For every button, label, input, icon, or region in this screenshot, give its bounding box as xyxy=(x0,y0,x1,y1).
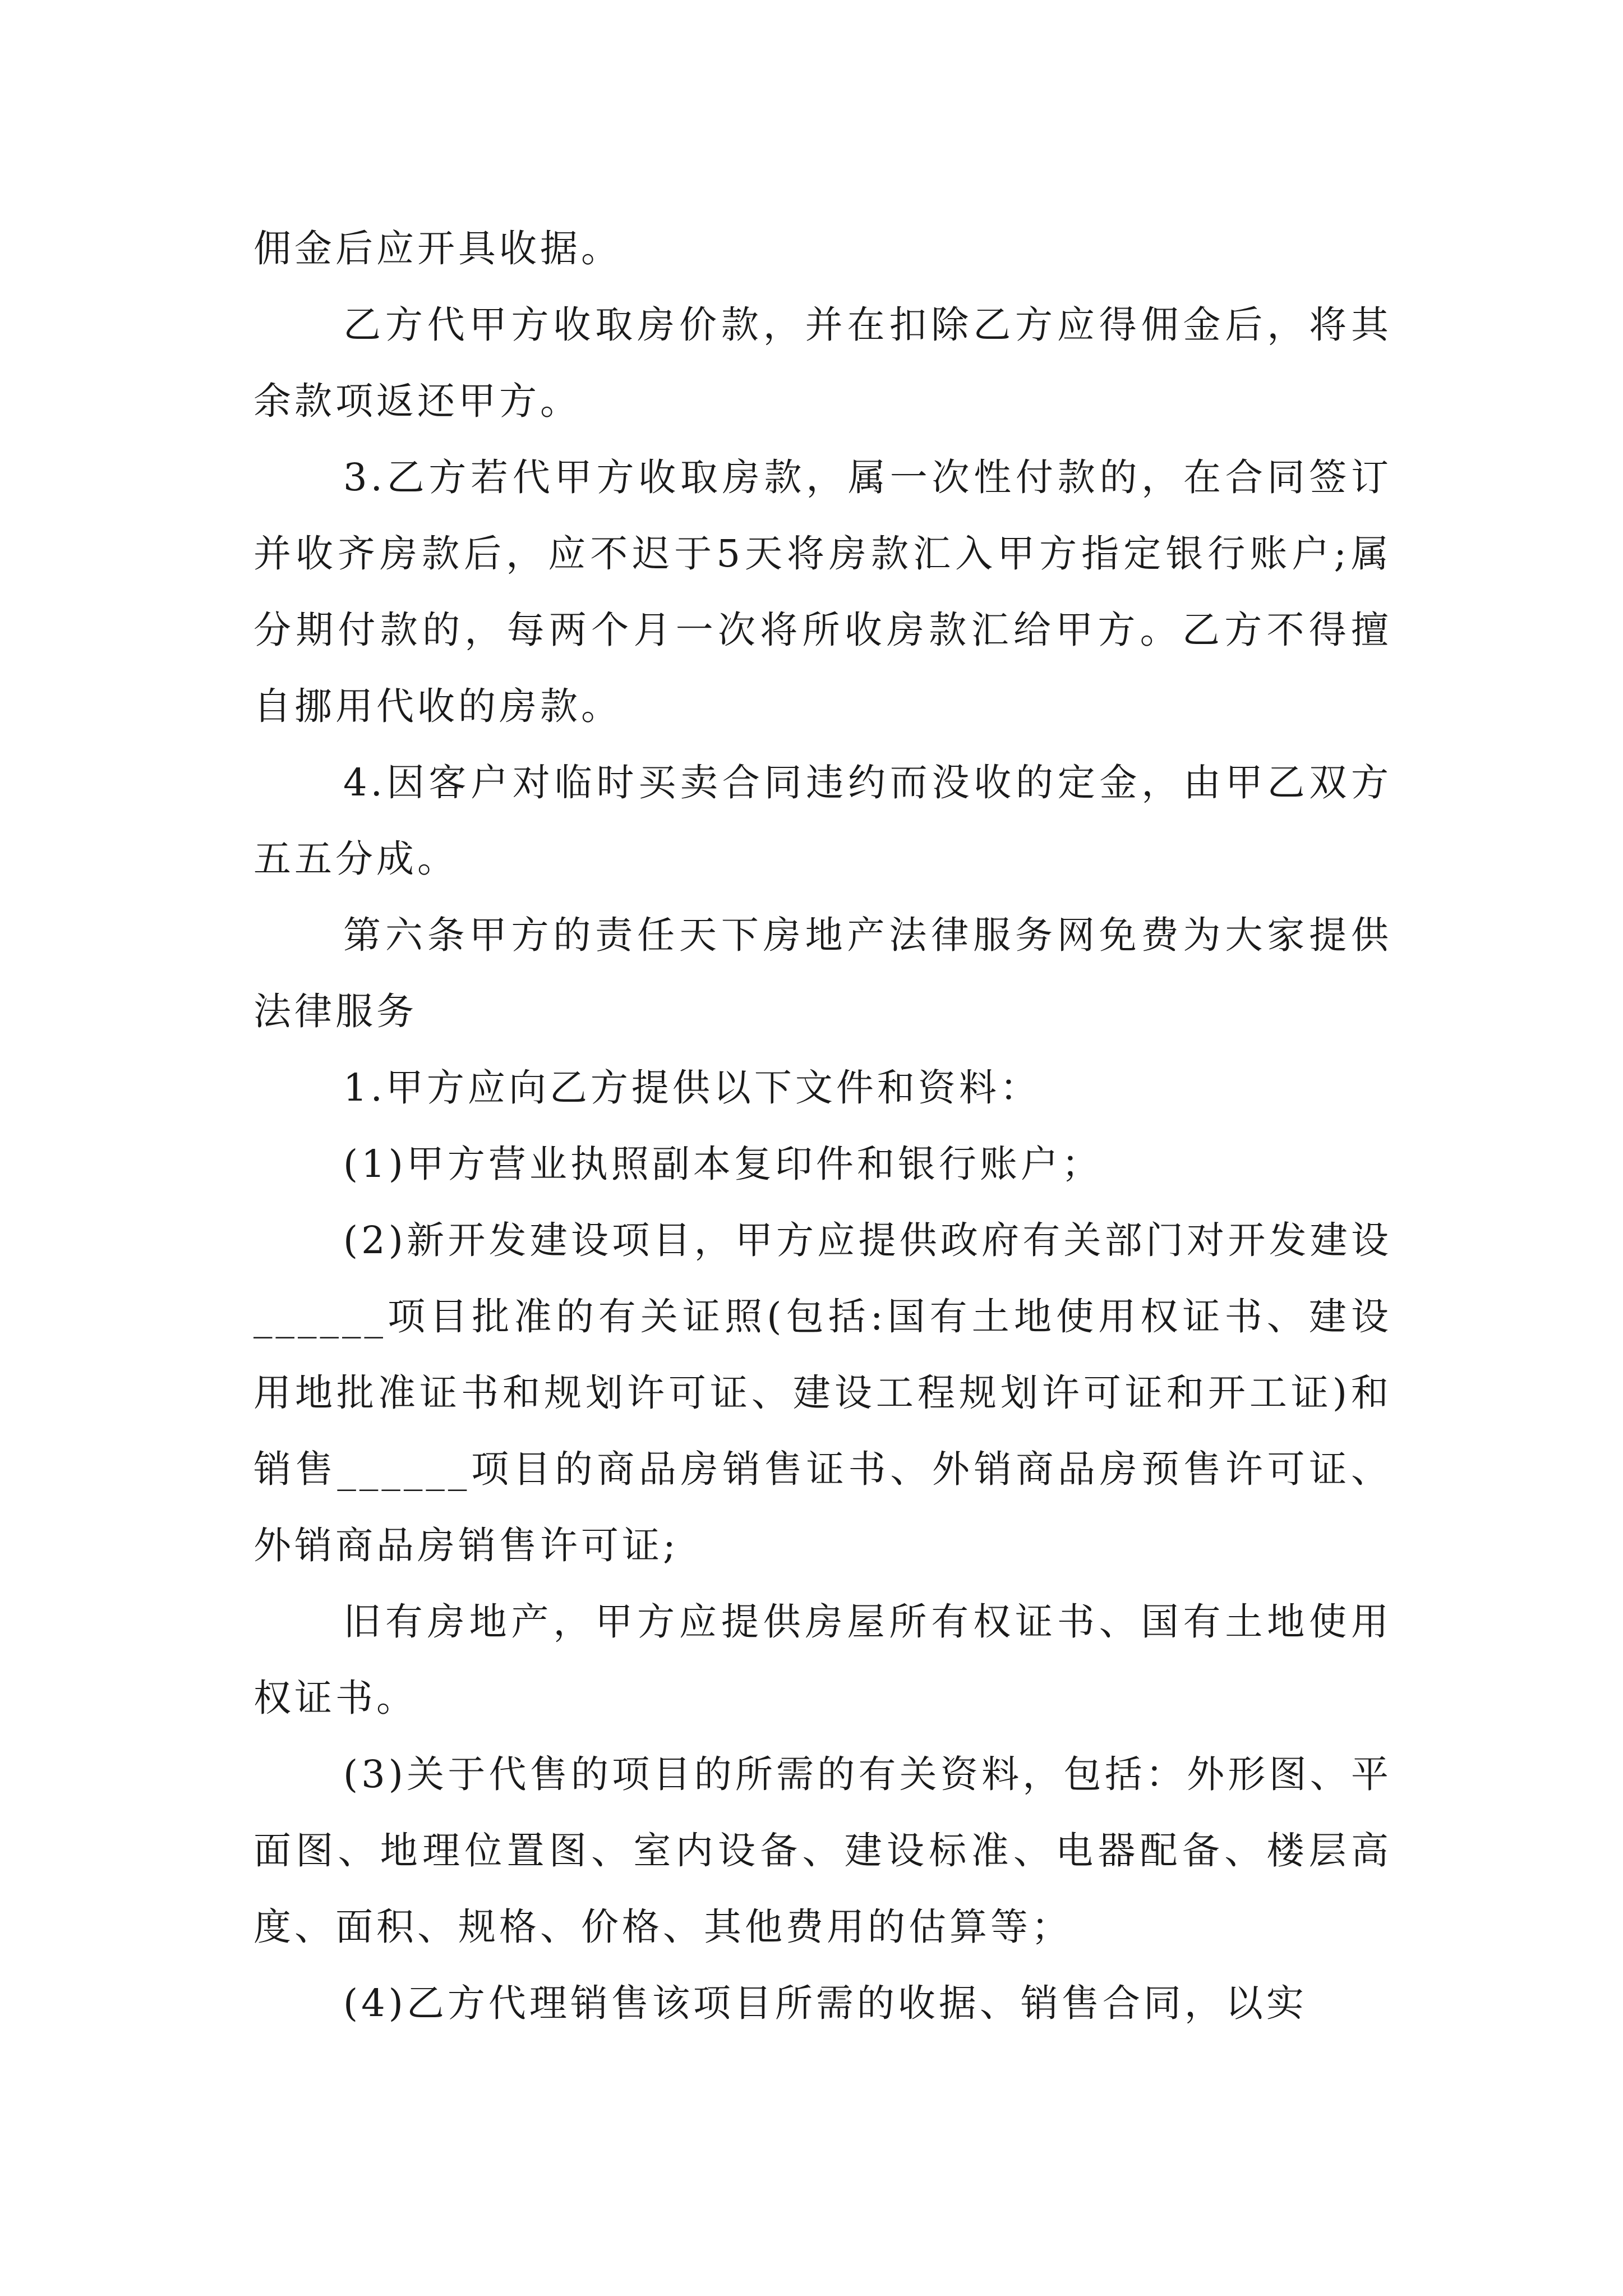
paragraph-9: 旧有房地产，甲方应提供房屋所有权证书、国有土地使用权证书。 xyxy=(253,1600,1392,1720)
paragraph-6: 1.甲方应向乙方提供以下文件和资料： xyxy=(343,1066,1041,1110)
paragraph-1: 佣金后应开具收据。 xyxy=(253,227,622,270)
paragraph-3: 3.乙方若代甲方收取房款，属一次性付款的，在合同签订并收齐房款后，应不迟于5天将房款汇入甲方指定银行账户;属分期付款的，每两个月一次将所收房款汇给甲方。乙方不得擅自挪用代收的房款。 xyxy=(253,455,1392,728)
paragraph-4: 4.因客户对临时买卖合同违约而没收的定金，由甲乙双方五五分成。 xyxy=(253,761,1392,881)
paragraph-8: (2)新开发建设项目，甲方应提供政府有关部门对开发建设______项目批准的有关证照(包括:国有土地使用权证书、建设用地批准证书和规划许可证、建设工程规划许可证和开工证)和销售______项目的商品房销售证书、外销商品房预售许可证、外销商品房销售许可证; xyxy=(253,1218,1392,1567)
paragraph-2: 乙方代甲方收取房价款，并在扣除乙方应得佣金后，将其余款项返还甲方。 xyxy=(253,303,1392,423)
paragraph-11: (4)乙方代理销售该项目所需的收据、销售合同，以实 xyxy=(343,1981,1307,2025)
document-body xyxy=(253,210,1392,2041)
paragraph-5: 第六条甲方的责任天下房地产法律服务网免费为大家提供法律服务 xyxy=(253,913,1392,1033)
paragraph-7: (1)甲方营业执照副本复印件和银行账户； xyxy=(343,1142,1103,1186)
paragraph-10: (3)关于代售的项目的所需的有关资料，包括：外形图、平面图、地理位置图、室内设备、建设标准、电器配备、楼层高度、面积、规格、价格、其他费用的估算等； xyxy=(253,1752,1392,1949)
